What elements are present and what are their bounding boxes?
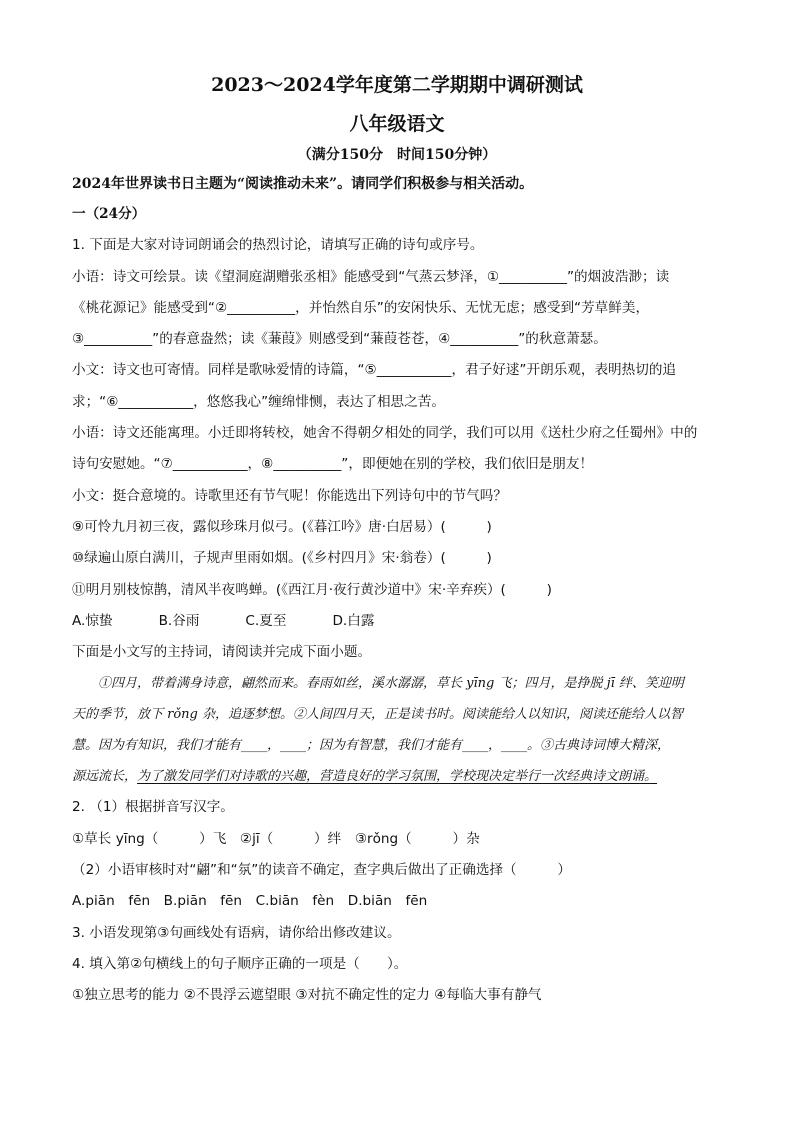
host-passage-line: ①四月，带着满身诗意，翩然而来。春雨如丝，溪水潺潺，草长 yīng 飞；四月，是挣脱 jī 绊、笑迎明 bbox=[98, 676, 684, 692]
answer-options bbox=[72, 606, 722, 637]
host-passage-line: 天的季节，放下 rǒng 杂，追逐梦想。②人间四月天，正是读书时。阅读能给人以知识，阅读还能给人以智 bbox=[72, 707, 684, 723]
exam-title: 2023～2024学年度第二学期期中调研测试 bbox=[211, 74, 583, 96]
host-passage-line: 慧。因为有知识，我们才能有____，____；因为有智慧，我们才能有____，____。③古典诗词博大精深， bbox=[72, 738, 671, 754]
exam-meta: （满分150分 时间150分钟） bbox=[297, 147, 497, 163]
section-heading: 一（24分） bbox=[72, 206, 146, 222]
question-1-paragraph: 小语：诗文还能寓理。小迁即将转校，她舍不得朝夕相处的同学，我们可以用《送杜少府之任蜀州》中的 bbox=[72, 425, 698, 442]
poem-item-9: ⑨可怜九月初三夜，露似珍珠月似弓。(《暮江吟》唐·白居易）( ) bbox=[72, 518, 492, 535]
pinyin-items: ①草长 yīng（ ）飞 ②jī（ ）绊 ③rǒng（ ）杂 bbox=[72, 830, 480, 847]
poem-item-11: ⑪明月别枝惊鹊，清风半夜鸣蝉。(《西江月·夜行黄沙道中》宋·辛弃疾）( ) bbox=[72, 581, 552, 598]
question-1-paragraph: ③__________”的春意盎然；读《蒹葭》则感受到“蒹葭苍苍，④__________”的秋意萧瑟。 bbox=[72, 331, 607, 348]
question-1-paragraph: 求；“⑥___________，悠悠我心”缠绵悱恻，表达了相思之苦。 bbox=[72, 393, 445, 410]
poem-item-10: ⑩绿遍山原白满川，子规声里雨如烟。(《乡村四月》宋·翁卷）( ) bbox=[72, 550, 492, 567]
pronunciation-choices: A.piān fēn B.piān fēn C.biān fèn D.biān fēn bbox=[72, 893, 428, 910]
exam-subtitle: 八年级语文 bbox=[349, 113, 445, 135]
question-1-paragraph: 小语：诗文可绘景。读《望洞庭湖赠张丞相》能感受到“气蒸云梦泽，①__________”的烟波浩渺；读 bbox=[72, 268, 670, 285]
option-d: D.白露 bbox=[332, 612, 375, 629]
host-intro: 下面是小文写的主持词，请阅读并完成下面小题。 bbox=[72, 644, 372, 661]
host-passage-text: 源远流长， bbox=[72, 769, 138, 785]
exam-page bbox=[72, 68, 722, 1012]
underlined-sentence: 为了激发同学们对诗歌的兴趣，营造良好的学习氛围，学校现决定举行一次经典诗文朗诵。 bbox=[137, 769, 658, 785]
question-1-paragraph: 诗句安慰她。“⑦___________，⑧__________”，即便她在别的学校，我们依旧是朋友！ bbox=[72, 456, 594, 473]
question-4-items: ①独立思考的能力 ②不畏浮云遮望眼 ③对抗不确定性的定力 ④每临大事有静气 bbox=[72, 987, 542, 1004]
host-passage-line bbox=[72, 761, 722, 792]
question-2-stem: 2. （1）根据拼音写汉字。 bbox=[72, 799, 234, 816]
question-1-stem: 1. 下面是大家对诗词朗诵会的热烈讨论，请填写正确的诗句或序号。 bbox=[72, 237, 484, 254]
question-2-sub2: （2）小语审核时对“翩”和“氛”的读音不确定，查字典后做出了正确选择（ ） bbox=[72, 862, 572, 879]
option-b: B.谷雨 bbox=[158, 612, 200, 629]
question-4-stem: 4. 填入第②句横线上的句子顺序正确的一项是（ ）。 bbox=[72, 955, 408, 972]
question-3-stem: 3. 小语发现第③句画线处有语病，请你给出修改建议。 bbox=[72, 924, 401, 941]
question-1-paragraph: 《桃花源记》能感受到“②__________，并怡然自乐”的安闲快乐、无忧无虑；感受到“芳草鲜美， bbox=[72, 299, 650, 316]
question-1-paragraph: 小文：诗文也可寄情。同样是歌咏爱情的诗篇，“⑤___________，君子好逑”开朗乐观，表明热切的追 bbox=[72, 362, 677, 379]
option-c: C.夏至 bbox=[245, 612, 287, 629]
question-1-paragraph: 小文：挺合意境的。诗歌里还有节气呢！你能选出下列诗句中的节气吗？ bbox=[72, 487, 507, 504]
option-a: A.惊蛰 bbox=[72, 612, 113, 629]
theme-statement: 2024年世界读书日主题为“阅读推动未来”。请同学们积极参与相关活动。 bbox=[72, 176, 534, 192]
